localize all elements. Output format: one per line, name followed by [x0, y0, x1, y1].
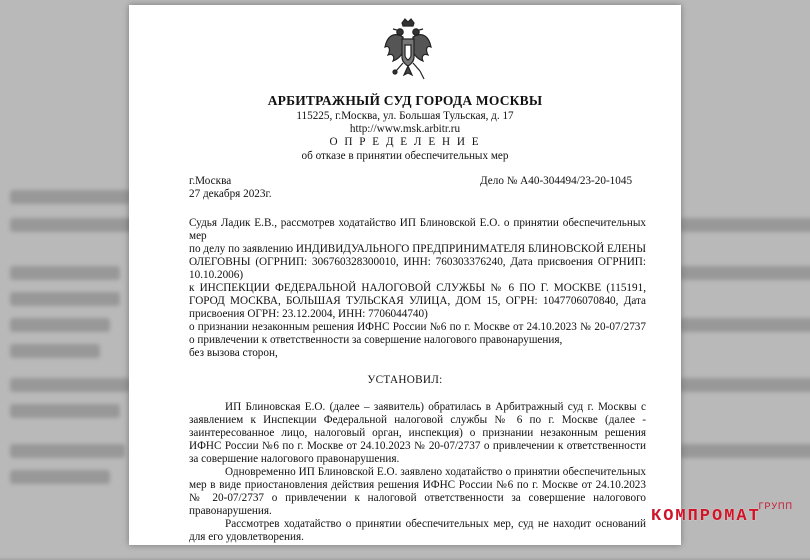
paragraph-judge: Судья Ладик Е.В., рассмотрев ходатайство ИП Блиновской Е.О. о принятии обеспечительных мер: [189, 217, 646, 242]
backdrop-line: [10, 404, 120, 418]
paragraph-tax-authority: к ИНСПЕКЦИИ ФЕДЕРАЛЬНОЙ НАЛОГОВОЙ СЛУЖБЫ № 6 ПО Г. МОСКВЕ (115191, ГОРОД МОСКВА, БОЛЬШАЯ ТУЛЬСКАЯ УЛИЦА, ДОМ 15, ОГРН: 1047706070840, Дата присвоения ОГРН: 23.12.2004, ИНН: 7706044740): [189, 282, 646, 320]
watermark-main-text: КОМПРОМАТ: [651, 507, 761, 526]
section-heading-established: УСТАНОВИЛ:: [367, 374, 443, 386]
document-date: 27 декабря 2023г.: [189, 188, 272, 200]
backdrop-line: [680, 444, 810, 458]
backdrop-line: [680, 378, 810, 392]
paragraph-body-3: Рассмотрев ходатайство о принятии обеспечительных мер, суд не находит оснований для его удовлетворения.: [189, 518, 646, 543]
backdrop-line: [680, 266, 810, 280]
paragraph-body-2: Одновременно ИП Блиновской Е.О. заявлено ходатайство о принятии обеспечительных мер в виде приостановления действия решения ИФНС России №6 по г. Москве от 24.10.2023 № 20-07/2737 о привлечении к налоговой ответственности за совершение налогового правонарушения.: [189, 466, 646, 517]
backdrop-line: [10, 190, 130, 204]
backdrop-line: [10, 318, 110, 332]
watermark-logo: [651, 501, 809, 531]
paragraph-no-parties: без вызова сторон,: [189, 347, 278, 359]
backdrop-line: [10, 470, 110, 484]
paragraph-body-1: ИП Блиновская Е.О. (далее – заявитель) обратилась в Арбитражный суд г. Москвы с заявлением к Инспекции Федеральной налоговой службы № 6 по г. Москве (далее - заинтересованное лицо, налоговый орган, инспекция) о признании незаконным решения ИФНС России №6 по г. Москве от 24.10.2023 № 20-07/2737 о привлечении к ответственности за совершение налогового правонарушения.: [189, 401, 646, 465]
backdrop-line: [10, 218, 140, 232]
backdrop-line: [10, 344, 100, 358]
backdrop-line: [680, 318, 810, 332]
court-title: АРБИТРАЖНЫЙ СУД ГОРОДА МОСКВЫ: [267, 93, 543, 108]
paragraph-subject: о признании незаконным решения ИФНС России №6 по г. Москве от 24.10.2023 № 20-07/2737 о привлечении к ответственности за совершение налогового правонарушения,: [189, 321, 646, 346]
backdrop-line: [680, 218, 810, 232]
court-address: 115225, г.Москва, ул. Большая Тульская, д. 17: [296, 110, 514, 122]
backdrop-line: [10, 444, 125, 458]
document-type: О П Р Е Д Е Л Е Н И Е: [329, 136, 481, 148]
court-url: http://www.msk.arbitr.ru: [349, 123, 461, 135]
document-city: г.Москва: [189, 175, 232, 187]
backdrop-line: [10, 266, 120, 280]
russian-coat-of-arms-icon: [383, 17, 433, 87]
paragraph-applicant: по делу по заявлению ИНДИВИДУАЛЬНОГО ПРЕДПРИНИМАТЕЛЯ БЛИНОВСКОЙ ЕЛЕНЫ ОЛЕГОВНЫ (ОГРНИП: 306760328300010, ИНН: 760303376240, Дата присвоения ОГРНИП: 10.10.2006): [189, 243, 646, 281]
document-subject: об отказе в принятии обеспечительных мер: [301, 150, 509, 162]
backdrop-line: [10, 378, 130, 392]
watermark-small-text: ГРУПП: [758, 501, 793, 511]
document-page: [129, 5, 681, 545]
case-number: Дело № А40-304494/23-20-1045: [480, 175, 633, 187]
backdrop-line: [10, 292, 120, 306]
